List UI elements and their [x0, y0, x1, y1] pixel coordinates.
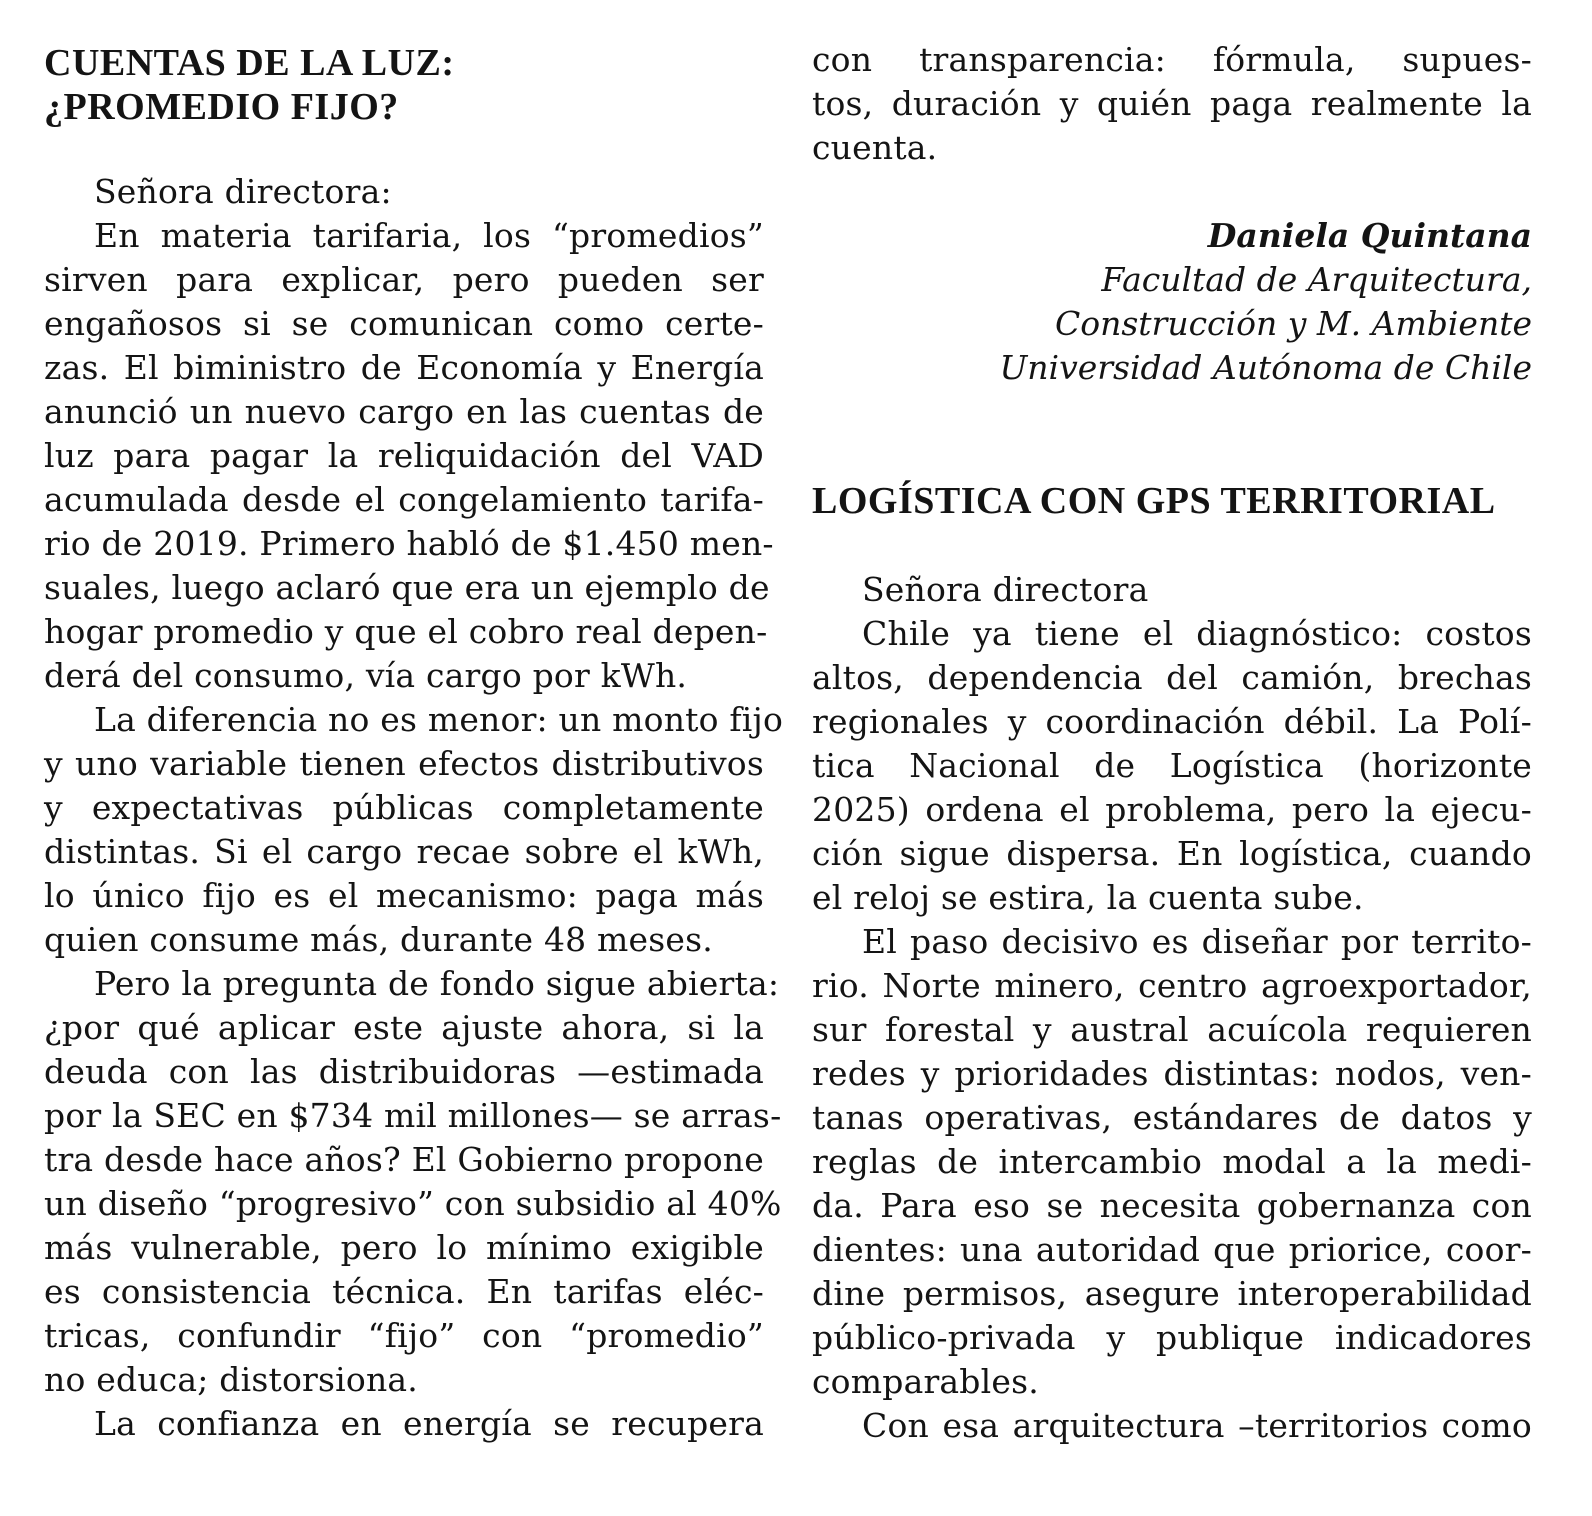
- signature-institution: Universidad Autónoma de Chile: [999, 348, 1532, 387]
- body-line: dine permisos, asegure interoperabilidad: [812, 1274, 1532, 1313]
- body-line: quien consume más, durante 48 meses.: [44, 920, 713, 959]
- body-line: da. Para eso se necesita gobernanza con: [812, 1186, 1532, 1225]
- signature-name: Daniela Quintana: [1207, 216, 1532, 255]
- body-line: por la SEC en $734 mil millones— se arras-: [44, 1096, 782, 1135]
- body-line: tica Nacional de Logística (horizonte: [812, 746, 1532, 785]
- body-line: comparables.: [812, 1362, 1039, 1401]
- continuation-line: tos, duración y quién paga realmente la: [812, 84, 1532, 123]
- continuation-line: con transparencia: fórmula, supues-: [812, 40, 1532, 79]
- signature-affiliation: Construcción y M. Ambiente: [1054, 304, 1532, 343]
- body-line: y expectativas públicas completamente: [44, 788, 764, 827]
- body-line: suales, luego aclaró que era un ejemplo de: [44, 568, 770, 607]
- body-line: es consistencia técnica. En tarifas eléc-: [44, 1272, 764, 1311]
- body-line: no educa; distorsiona.: [44, 1360, 418, 1399]
- body-line: rio de 2019. Primero habló de $1.450 men-: [44, 524, 774, 563]
- body-line: En materia tarifaria, los “promedios”: [94, 216, 764, 255]
- body-line: anunció un nuevo cargo en las cuentas de: [44, 392, 764, 431]
- body-line: dientes: una autoridad que priorice, coor-: [812, 1230, 1532, 1269]
- letter2-title: LOGÍSTICA CON GPS TERRITORIAL: [812, 480, 1496, 522]
- body-line: Pero la pregunta de fondo sigue abierta:: [94, 964, 780, 1003]
- salutation: Señora directora:: [94, 172, 392, 211]
- body-line: Chile ya tiene el diagnóstico: costos: [862, 614, 1532, 653]
- body-line: altos, dependencia del camión, brechas: [812, 658, 1532, 697]
- body-line: regionales y coordinación débil. La Polí-: [812, 702, 1532, 741]
- letter1-title-line1: CUENTAS DE LA LUZ:: [44, 42, 455, 84]
- body-line: El paso decisivo es diseñar por territo-: [862, 922, 1532, 961]
- body-line: engañosos si se comunican como certe-: [44, 304, 764, 343]
- body-line: hogar promedio y que el cobro real depen-: [44, 612, 768, 651]
- body-line: un diseño “progresivo” con subsidio al 40%: [44, 1184, 782, 1223]
- body-line: tanas operativas, estándares de datos y: [812, 1098, 1532, 1137]
- body-line: acumulada desde el congelamiento tarifa-: [44, 480, 764, 519]
- body-line: distintas. Si el cargo recae sobre el kWh,: [44, 832, 764, 871]
- body-line: ción sigue dispersa. En logística, cuando: [812, 834, 1532, 873]
- letter1-title-line2: ¿PROMEDIO FIJO?: [44, 86, 399, 128]
- body-line: derá del consumo, vía cargo por kWh.: [44, 656, 688, 695]
- body-line: La diferencia no es menor: un monto fijo: [94, 700, 784, 739]
- body-line: reglas de intercambio modal a la medi-: [812, 1142, 1532, 1181]
- body-line: y uno variable tienen efectos distributivos: [44, 744, 764, 783]
- body-line: sirven para explicar, pero pueden ser: [44, 260, 764, 299]
- body-line: zas. El biministro de Economía y Energía: [44, 348, 764, 387]
- body-line: rio. Norte minero, centro agroexportador,: [812, 966, 1532, 1005]
- body-line: La confianza en energía se recupera: [94, 1404, 764, 1443]
- body-line: lo único fijo es el mecanismo: paga más: [44, 876, 764, 915]
- body-line: público-privada y publique indicadores: [812, 1318, 1532, 1357]
- body-line: ¿por qué aplicar este ajuste ahora, si la: [44, 1008, 764, 1047]
- salutation: Señora directora: [862, 570, 1149, 609]
- body-line: Con esa arquitectura –territorios como: [862, 1406, 1532, 1445]
- body-line: 2025) ordena el problema, pero la ejecu-: [812, 790, 1532, 829]
- body-line: tricas, confundir “fijo” con “promedio”: [44, 1316, 764, 1355]
- body-line: deuda con las distribuidoras —estimada: [44, 1052, 764, 1091]
- body-line: el reloj se estira, la cuenta sube.: [812, 878, 1364, 917]
- body-line: luz para pagar la reliquidación del VAD: [44, 436, 764, 475]
- body-line: sur forestal y austral acuícola requieren: [812, 1010, 1532, 1049]
- continuation-line: cuenta.: [812, 128, 938, 167]
- body-line: tra desde hace años? El Gobierno propone: [44, 1140, 764, 1179]
- body-line: redes y prioridades distintas: nodos, ven-: [812, 1054, 1532, 1093]
- signature-affiliation: Facultad de Arquitectura,: [1101, 260, 1532, 299]
- body-line: más vulnerable, pero lo mínimo exigible: [44, 1228, 764, 1267]
